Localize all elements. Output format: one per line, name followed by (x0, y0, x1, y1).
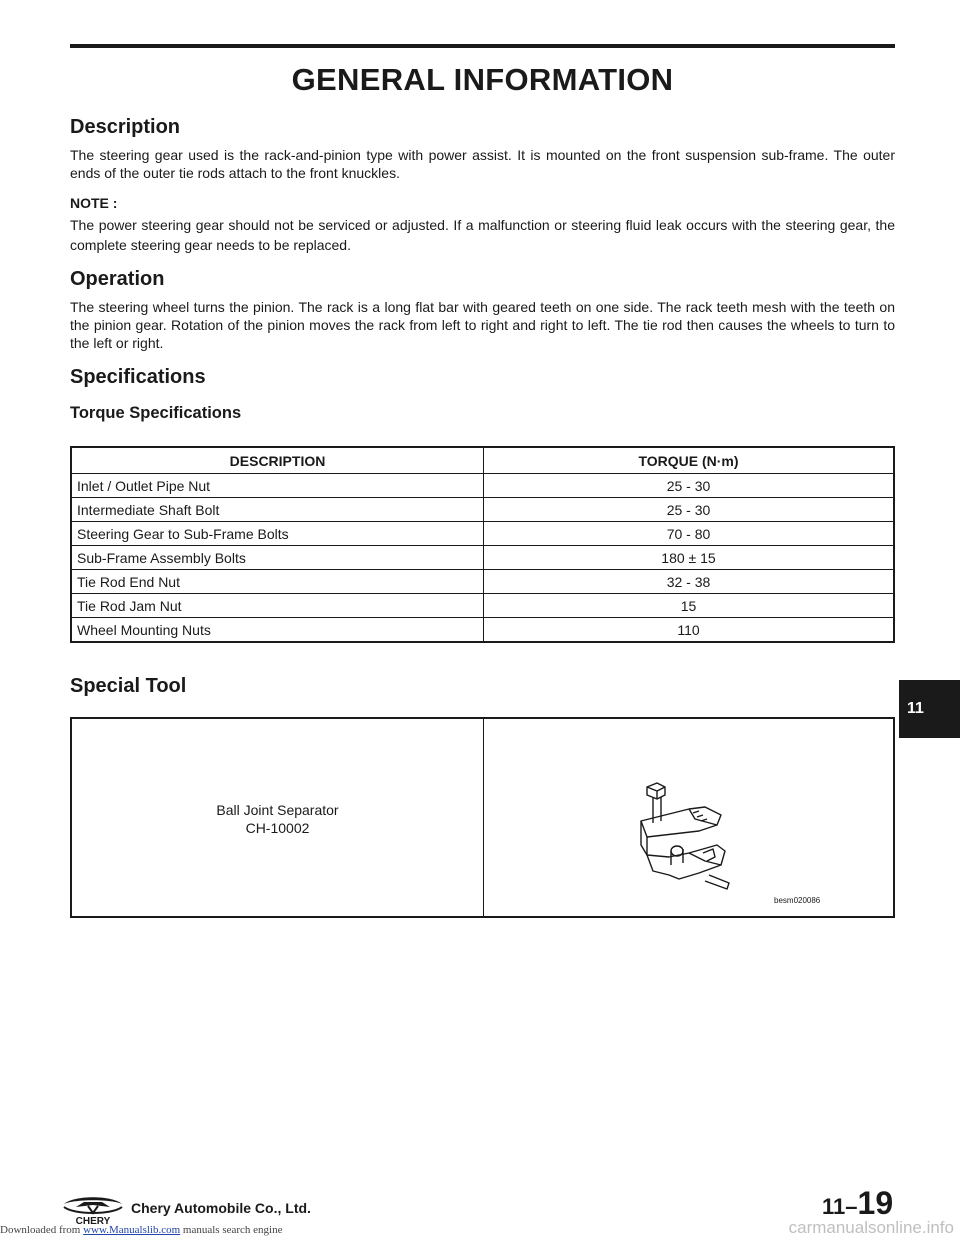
row-description: Intermediate Shaft Bolt (71, 498, 484, 522)
image-reference-code: besm020086 (774, 896, 821, 905)
special-tool-table (70, 717, 895, 918)
table-row (71, 546, 894, 570)
column-header-description: DESCRIPTION (71, 447, 484, 474)
row-torque: 70 - 80 (484, 522, 895, 546)
column-header-torque: TORQUE (N·m) (484, 447, 895, 474)
row-torque: 25 - 30 (484, 498, 895, 522)
row-torque: 180 ± 15 (484, 546, 895, 570)
top-rule (70, 44, 895, 48)
chery-logo-icon (60, 1195, 126, 1225)
company-name: Chery Automobile Co., Ltd. (131, 1200, 311, 1216)
page-title: GENERAL INFORMATION (291, 62, 674, 97)
page-number (822, 1185, 893, 1222)
logo-text: CHERY (75, 1216, 111, 1225)
note-label: NOTE : (70, 195, 118, 211)
table-row (71, 498, 894, 522)
ball-joint-separator-illustration (629, 779, 749, 894)
specifications-heading: Specifications (70, 366, 206, 388)
row-description: Inlet / Outlet Pipe Nut (71, 474, 484, 498)
description-heading: Description (70, 116, 181, 138)
row-description: Wheel Mounting Nuts (71, 618, 484, 643)
torque-table (70, 446, 895, 643)
download-notice (0, 1224, 282, 1236)
tool-code: CH-10002 (245, 820, 310, 836)
row-torque: 110 (484, 618, 895, 643)
download-suffix: manuals search engine (182, 1224, 283, 1236)
row-description: Tie Rod End Nut (71, 570, 484, 594)
operation-text: The steering wheel turns the pinion. The rack is a long flat bar with geared teeth on one side. The rack teeth mesh with the teeth on the pinion gear. Rotation of the pinion moves the rack from left to right and right to left. The tie rod then causes the wheels to turn to the left or right. (70, 299, 895, 351)
table-row (71, 474, 894, 498)
operation-heading: Operation (70, 268, 165, 290)
description-text: The steering gear used is the rack-and-pinion type with power assist. It is mounted on the front suspension sub-frame. The outer ends of the outer tie rods attach to the front knuckles. (70, 147, 895, 181)
chapter-tab-label: 11 (907, 700, 924, 717)
row-description: Steering Gear to Sub-Frame Bolts (71, 522, 484, 546)
torque-specifications-heading: Torque Specifications (70, 404, 242, 422)
note-text: The power steering gear should not be serviced or adjusted. If a malfunction or steering fluid leak occurs with the steering gear, the complete steering gear needs to be replaced. (70, 217, 895, 253)
table-header-row (71, 447, 894, 474)
row-description: Sub-Frame Assembly Bolts (71, 546, 484, 570)
row-description: Tie Rod Jam Nut (71, 594, 484, 618)
manualslib-link[interactable]: www.Manualslib.com (83, 1224, 181, 1236)
table-row (71, 618, 894, 643)
page-chapter: 11 (822, 1194, 846, 1219)
special-tool-heading: Special Tool (70, 675, 187, 697)
watermark-text: carmanualsonline.info (788, 1218, 954, 1237)
page-separator: – (845, 1194, 858, 1219)
table-row (71, 570, 894, 594)
row-torque: 15 (484, 594, 895, 618)
tool-label-cell (72, 719, 484, 916)
row-torque: 32 - 38 (484, 570, 895, 594)
tool-name: Ball Joint Separator (216, 802, 339, 818)
table-row (71, 594, 894, 618)
tool-image-cell (484, 719, 893, 916)
row-torque: 25 - 30 (484, 474, 895, 498)
page-num: 19 (857, 1185, 894, 1221)
chapter-tab (899, 680, 960, 738)
download-prefix: Downloaded from (0, 1224, 81, 1236)
table-row (71, 522, 894, 546)
